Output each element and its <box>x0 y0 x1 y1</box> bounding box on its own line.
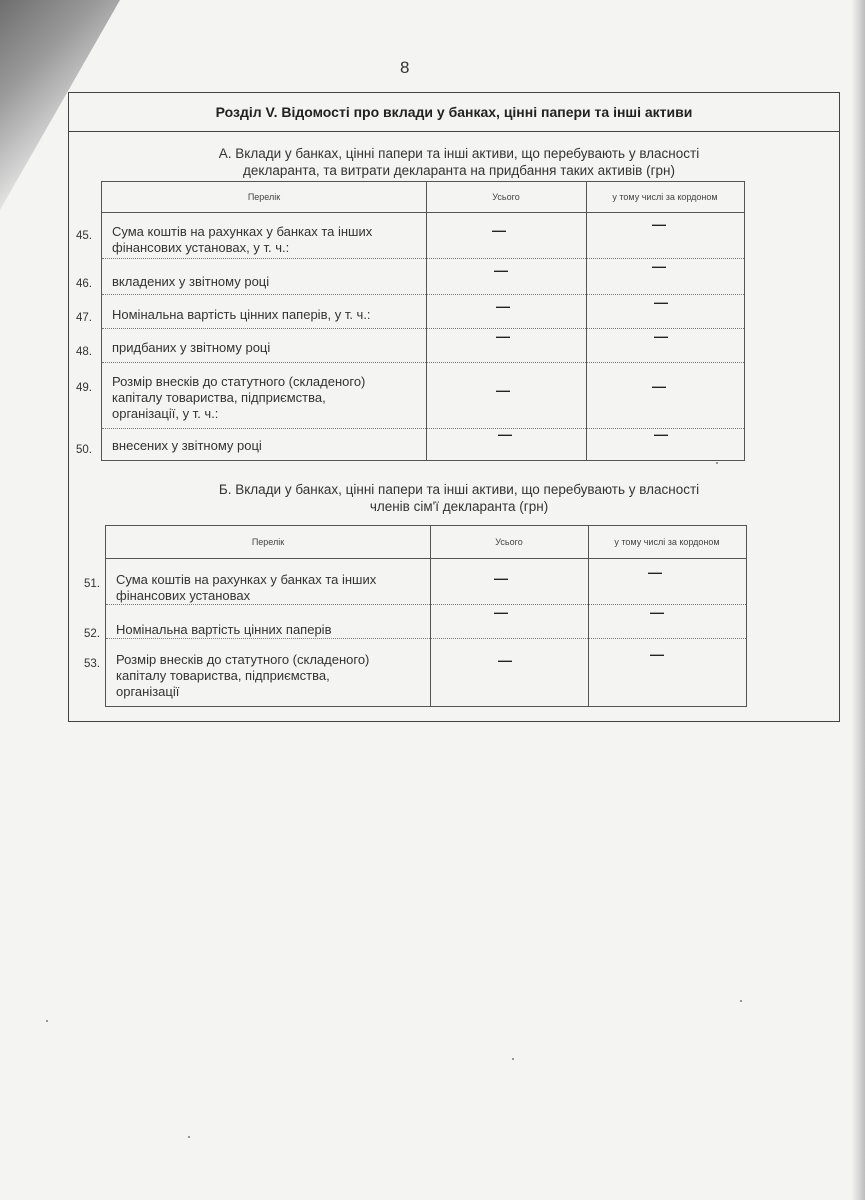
row-number: 47. <box>76 312 92 324</box>
part-b-prefix: Б <box>218 482 228 497</box>
col-header-abroad: у тому числі за кордоном <box>612 192 718 202</box>
value-abroad: — <box>652 216 665 232</box>
row-label-line: капіталу товариства, підприємства, <box>116 668 330 683</box>
row-label <box>112 274 269 290</box>
row-divider <box>102 428 744 429</box>
section-title: Розділ V. Відомості про вклади у банках, цінні папери та інші активи <box>69 93 839 132</box>
row-label-line: організації <box>116 684 180 699</box>
part-b-heading-line2: членів сім'ї декларанта (грн) <box>369 499 549 514</box>
row-divider <box>102 258 744 259</box>
scan-shadow-edge <box>851 0 865 1200</box>
value-abroad: — <box>650 646 663 662</box>
row-number: 52. <box>84 628 100 640</box>
col-header-abroad: у тому числі за кордоном <box>614 537 720 547</box>
row-label <box>112 224 372 256</box>
row-number: 49. <box>76 382 92 394</box>
scan-speck <box>512 1058 514 1060</box>
part-a-table-header <box>102 182 744 213</box>
row-divider <box>102 294 744 295</box>
value-abroad: — <box>652 378 665 394</box>
part-a-prefix: А <box>218 146 228 161</box>
part-b-table <box>84 525 747 707</box>
col-divider <box>588 526 589 706</box>
value-abroad: — <box>654 426 667 442</box>
row-number: 53. <box>84 658 100 670</box>
value-total: — <box>494 570 507 586</box>
col-header-list: Перелік <box>251 537 285 547</box>
row-label <box>116 572 376 604</box>
value-abroad: — <box>652 258 665 274</box>
value-total: — <box>494 262 507 278</box>
part-a-heading <box>109 145 809 179</box>
row-number: 45. <box>76 230 92 242</box>
row-label-line: внесених у звітному році <box>112 438 262 453</box>
row-number: 51. <box>84 578 100 590</box>
part-b-heading <box>109 481 809 515</box>
col-header-total: Усього <box>495 537 523 547</box>
section-frame <box>68 92 840 722</box>
part-b-heading-line1 <box>109 481 809 498</box>
scan-speck <box>740 1000 742 1002</box>
row-label <box>112 438 262 454</box>
row-number: 46. <box>76 278 92 290</box>
row-label <box>112 340 270 356</box>
row-label-line: придбаних у звітному році <box>112 340 271 355</box>
part-a-heading-text: . Вклади у банках, цінні папери та інші активи, що перебувають у власності <box>227 146 700 161</box>
row-label-line: вкладених у звітному році <box>112 274 270 289</box>
part-b-table-header <box>106 526 746 559</box>
value-total: — <box>496 298 509 314</box>
part-a-heading-line1 <box>109 145 809 162</box>
row-divider <box>102 362 744 363</box>
row-label-line: фінансових установах, у т. ч.: <box>112 240 290 255</box>
value-total: — <box>496 382 509 398</box>
row-divider <box>106 638 746 639</box>
row-label-line: Номінальна вартість цінних паперів <box>116 622 332 637</box>
row-label-line: Сума коштів на рахунках у банках та інших <box>116 572 377 587</box>
row-label-line: організації, у т. ч.: <box>112 406 219 421</box>
value-abroad: — <box>654 294 667 310</box>
value-total: — <box>498 426 511 442</box>
row-label-line: фінансових установах <box>116 588 251 603</box>
part-b-heading-text: . Вклади у банках, цінні папери та інші активи, що перебувають у власності <box>227 482 700 497</box>
row-label-line: Сума коштів на рахунках у банках та інших <box>112 224 373 239</box>
col-divider <box>586 182 587 460</box>
row-label-line: Розмір внесків до статутного (складеного) <box>116 652 370 667</box>
scan-speck <box>188 1136 190 1138</box>
row-label-line: Розмір внесків до статутного (складеного) <box>112 374 366 389</box>
value-total: — <box>492 222 505 238</box>
scan-speck <box>716 462 718 464</box>
col-header-list: Перелік <box>247 192 281 202</box>
row-label <box>112 374 365 422</box>
row-label-line: Номінальна вартість цінних паперів, у т. ч.: <box>112 307 371 322</box>
value-abroad: — <box>650 604 663 620</box>
part-a-table <box>76 181 745 461</box>
col-header-total: Усього <box>492 192 520 202</box>
page-number: 8 <box>400 58 410 77</box>
col-divider <box>426 182 427 460</box>
row-divider <box>102 328 744 329</box>
part-a-heading-line2: декларанта, та витрати декларанта на придбання таких активів (грн) <box>243 163 675 178</box>
value-abroad: — <box>654 328 667 344</box>
row-label <box>112 307 371 323</box>
scan-speck <box>46 1020 48 1022</box>
row-number: 48. <box>76 346 92 358</box>
row-label <box>116 622 331 638</box>
value-abroad: — <box>648 564 661 580</box>
row-label <box>116 652 369 700</box>
value-total: — <box>498 652 511 668</box>
row-label-line: капіталу товариства, підприємства, <box>112 390 326 405</box>
value-total: — <box>496 328 509 344</box>
col-divider <box>430 526 431 706</box>
value-total: — <box>494 604 507 620</box>
row-number: 50. <box>76 444 92 456</box>
